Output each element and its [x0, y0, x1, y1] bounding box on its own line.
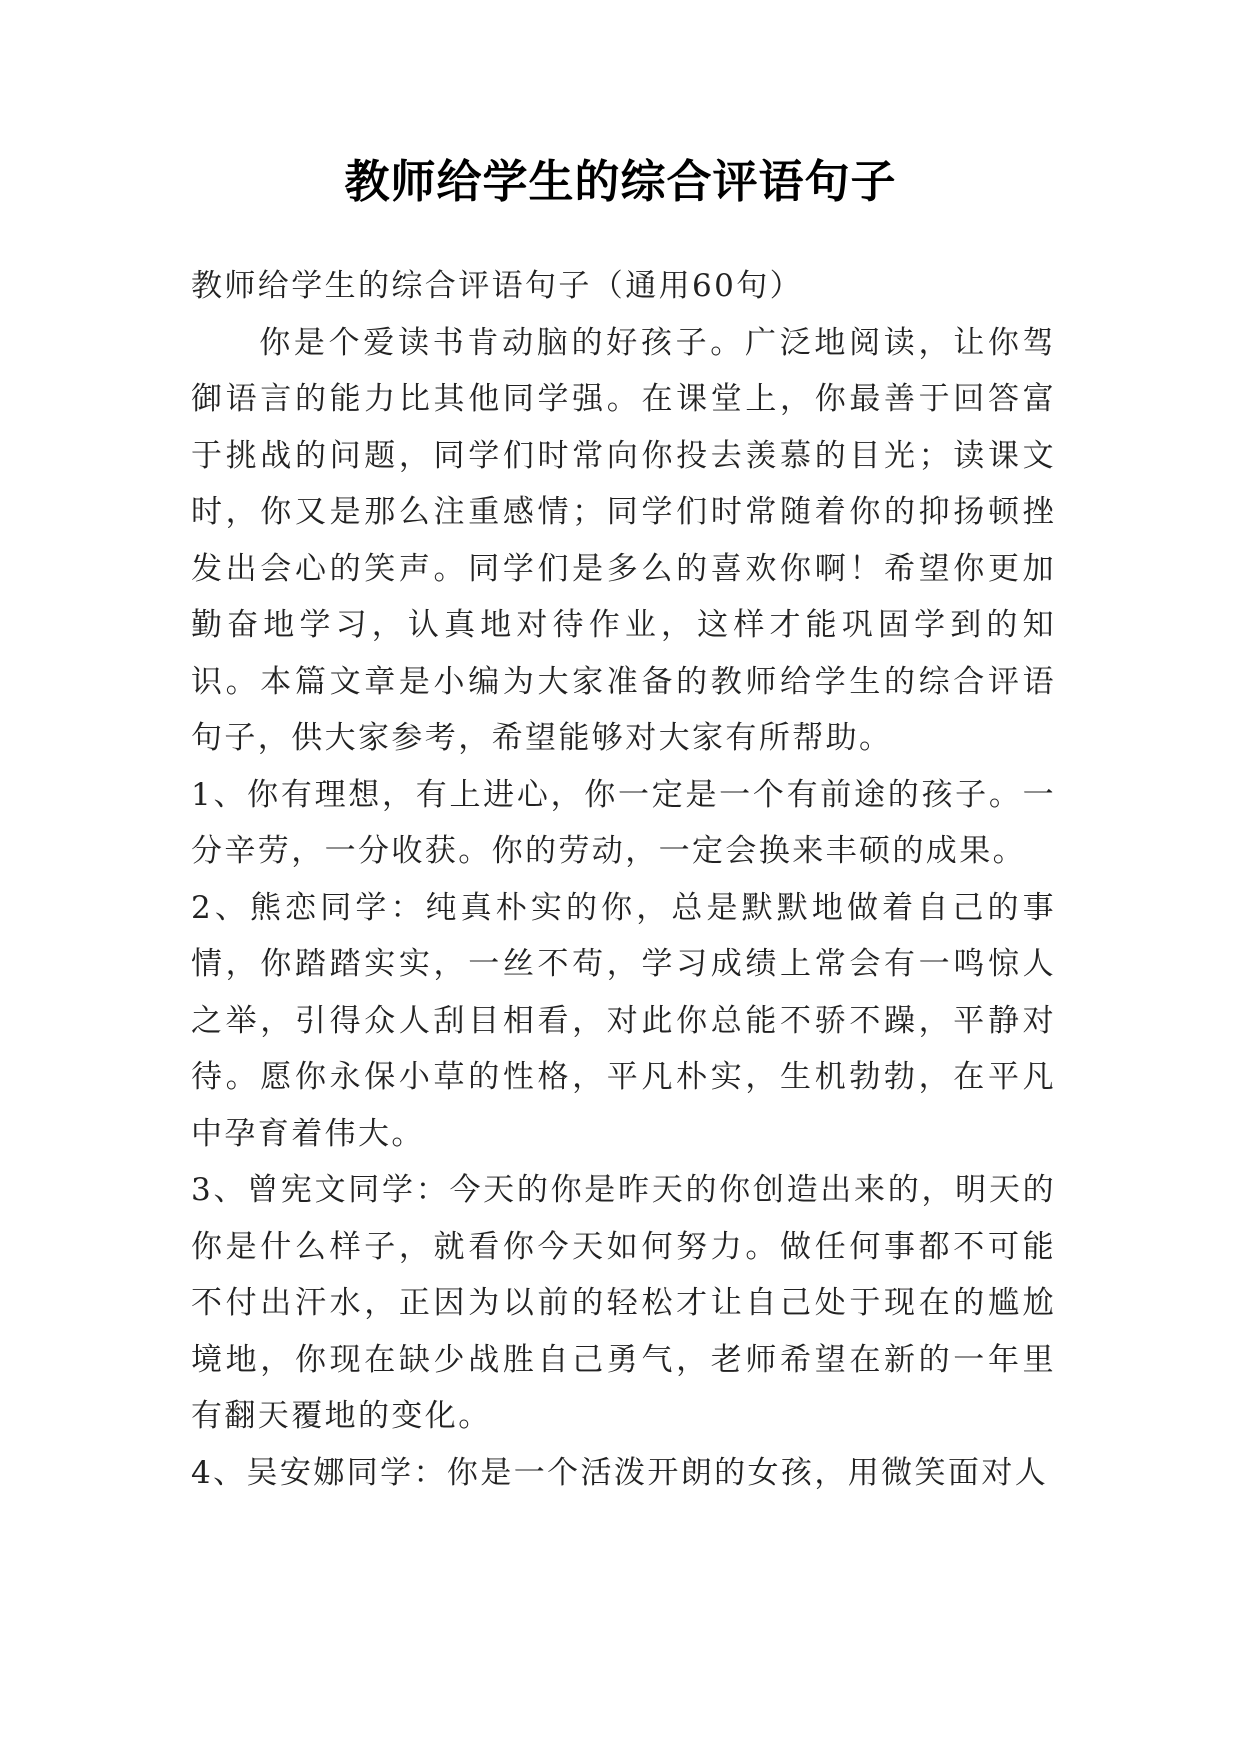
- comment-item-2: 2、熊恋同学：纯真朴实的你，总是默默地做着自己的事情，你踏踏实实，一丝不苟，学习成绩上常会有一鸣惊人之举，引得众人刮目相看，对此你总能不骄不躁，平静对待。愿你永保小草的性格，平凡朴实，生机勃勃，在平凡中孕育着伟大。: [191, 889, 1056, 1152]
- comment-item-1: 1、你有理想，有上进心，你一定是一个有前途的孩子。一分辛劳，一分收获。你的劳动，一定会换来丰硕的成果。: [191, 776, 1056, 869]
- comment-item-3: 3、曾宪文同学：今天的你是昨天的你创造出来的，明天的你是什么样子，就看你今天如何努力。做任何事都不可能不付出汗水，正因为以前的轻松才让自己处于现在的尴尬境地，你现在缺少战胜自己勇气，老师希望在新的一年里有翻天覆地的变化。: [191, 1172, 1056, 1434]
- comment-item-4: 4、吴安娜同学：你是一个活泼开朗的女孩，用微笑面对人: [191, 1454, 1049, 1491]
- document-subtitle: 教师给学生的综合评语句子（通用60句）: [191, 268, 804, 304]
- document-title: 教师给学生的综合评语句子: [344, 155, 897, 208]
- intro-paragraph: 你是个爱读书肯动脑的好孩子。广泛地阅读，让你驾御语言的能力比其他同学强。在课堂上，你最善于回答富于挑战的问题，同学们时常向你投去羡慕的目光；读课文时，你又是那么注重感情；同学们时常随着你的抑扬顿挫发出会心的笑声。同学们是多么的喜欢你啊！希望你更加勤奋地学习，认真地对待作业，这样才能巩固学到的知识。本篇文章是小编为大家准备的教师给学生的综合评语句子，供大家参考，希望能够对大家有所帮助。: [191, 324, 1056, 756]
- document-body: [191, 258, 1056, 1501]
